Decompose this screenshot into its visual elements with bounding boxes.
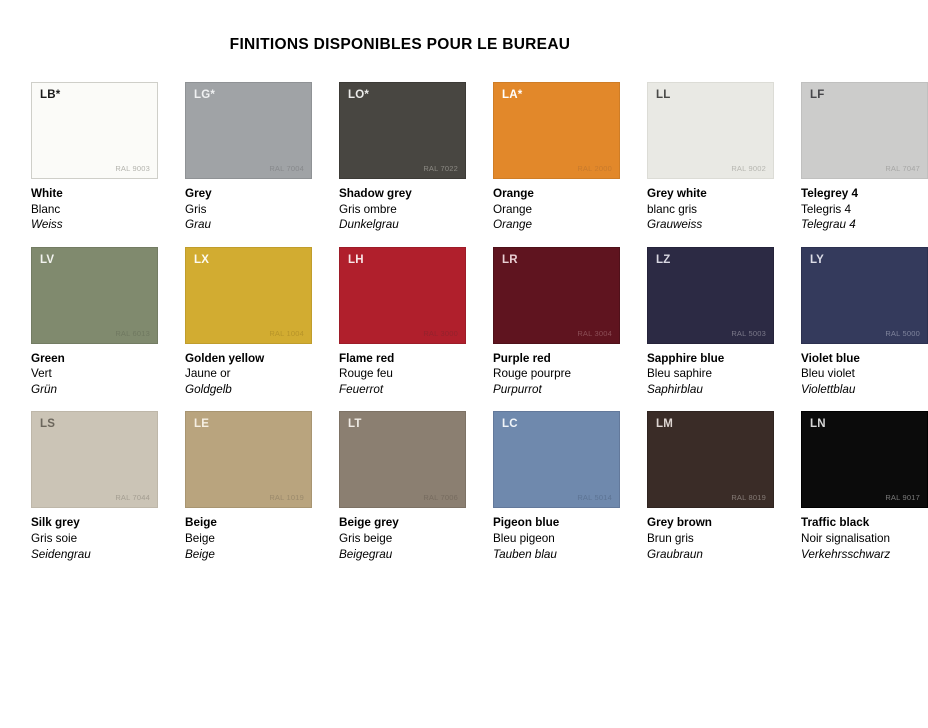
swatch-names — [185, 344, 312, 398]
swatch-name-en: Beige grey — [339, 516, 399, 530]
color-swatch[interactable] — [31, 247, 158, 344]
swatch-name-fr: Vert — [31, 367, 52, 381]
swatch-cell[interactable] — [185, 247, 312, 398]
page-title: FINITIONS DISPONIBLES POUR LE BUREAU — [229, 36, 571, 53]
color-swatch[interactable] — [647, 411, 774, 508]
swatch-cell[interactable] — [493, 247, 620, 398]
swatch-name-de: Tauben blau — [493, 547, 557, 561]
swatch-name-en: Grey — [185, 187, 212, 200]
color-swatch[interactable] — [31, 82, 158, 179]
swatch-ral-code: RAL 1019 — [269, 493, 304, 503]
swatch-cell[interactable] — [31, 82, 158, 233]
swatch-cell[interactable] — [339, 411, 466, 562]
swatch-ral-code: RAL 7006 — [423, 493, 458, 503]
swatch-ral-code: RAL 1004 — [269, 328, 304, 338]
swatch-name-fr: Telegris 4 — [801, 202, 852, 216]
swatch-name-de: Seidengrau — [31, 547, 91, 561]
color-swatch[interactable] — [801, 82, 928, 179]
swatch-ral-code: RAL 7004 — [269, 164, 304, 173]
color-swatch[interactable] — [647, 82, 774, 179]
swatch-names — [801, 508, 928, 562]
swatch-name-en: Flame red — [339, 351, 395, 365]
swatch-name-de: Purpurrot — [493, 382, 542, 396]
swatch-cell[interactable] — [31, 247, 158, 398]
color-swatch[interactable] — [31, 411, 158, 508]
swatch-ral-code: RAL 5003 — [731, 328, 766, 338]
swatch-name-en: White — [31, 187, 63, 200]
color-swatch[interactable] — [801, 411, 928, 508]
swatch-name-fr: Blanc — [31, 202, 61, 216]
swatch-name-de: Orange — [493, 218, 532, 232]
swatch-cell[interactable] — [339, 247, 466, 398]
swatch-name-en: Grey brown — [647, 516, 712, 530]
swatch-names — [801, 344, 928, 398]
swatch-cell[interactable] — [647, 247, 774, 398]
swatch-name-fr: Rouge feu — [339, 367, 393, 381]
swatch-name-de: Beigegrau — [339, 547, 393, 561]
swatch-names — [339, 179, 466, 233]
color-swatch[interactable] — [493, 82, 620, 179]
color-swatch[interactable] — [185, 247, 312, 344]
swatch-name-en: Golden yellow — [185, 351, 265, 365]
swatch-name-fr: Gris ombre — [339, 202, 397, 216]
swatch-code: LB* — [40, 89, 61, 101]
finish-chart-page — [0, 36, 920, 728]
swatch-name-de: Weiss — [31, 218, 63, 232]
color-swatch[interactable] — [339, 411, 466, 508]
swatch-code: LM — [656, 418, 674, 431]
swatch-code: LG* — [194, 89, 216, 101]
swatch-ral-code: RAL 9003 — [115, 164, 150, 173]
swatch-name-en: Orange — [493, 187, 534, 200]
swatch-name-fr: Bleu violet — [801, 367, 855, 381]
swatch-name-de: Grau — [185, 218, 211, 232]
swatch-names — [185, 508, 312, 562]
color-swatch[interactable] — [339, 82, 466, 179]
swatch-name-fr: Brun gris — [647, 531, 694, 545]
swatch-name-en: Shadow grey — [339, 187, 412, 200]
swatch-ral-code: RAL 8019 — [731, 493, 766, 503]
swatch-names — [185, 179, 312, 233]
swatch-code: LA* — [502, 89, 523, 101]
swatch-names — [801, 179, 928, 233]
swatch-code: LF — [810, 89, 825, 101]
swatch-cell[interactable] — [647, 411, 774, 562]
swatch-code: LT — [348, 418, 362, 431]
swatch-name-de: Graubraun — [647, 547, 703, 561]
swatch-code: LH — [348, 253, 364, 266]
swatch-name-de: Feuerrot — [339, 382, 384, 396]
swatch-cell[interactable] — [185, 82, 312, 233]
swatch-names — [339, 344, 466, 398]
swatch-names — [493, 508, 620, 562]
swatch-code: LO* — [348, 89, 370, 101]
swatch-name-de: Beige — [185, 547, 215, 561]
swatch-name-en: Green — [31, 351, 65, 365]
color-swatch[interactable] — [493, 411, 620, 508]
color-swatch[interactable] — [185, 82, 312, 179]
swatch-cell[interactable] — [801, 411, 928, 562]
swatch-name-de: Dunkelgrau — [339, 218, 399, 232]
swatch-code: LY — [810, 253, 825, 266]
swatch-name-en: Beige — [185, 516, 217, 530]
swatch-name-en: Purple red — [493, 351, 551, 365]
swatch-name-en: Traffic black — [801, 516, 870, 530]
swatch-name-fr: Bleu saphire — [647, 367, 712, 381]
swatch-names — [493, 344, 620, 398]
swatch-cell[interactable] — [339, 82, 466, 233]
color-swatch[interactable] — [339, 247, 466, 344]
swatch-name-fr: Rouge pourpre — [493, 367, 571, 381]
swatch-names — [493, 179, 620, 233]
swatch-ral-code: RAL 7022 — [423, 164, 458, 173]
color-swatch[interactable] — [185, 411, 312, 508]
swatch-ral-code: RAL 3004 — [577, 328, 612, 338]
swatch-cell[interactable] — [31, 411, 158, 562]
swatch-name-en: Telegrey 4 — [801, 187, 858, 200]
swatch-name-de: Saphirblau — [647, 382, 703, 396]
swatch-code: LZ — [656, 253, 671, 266]
color-swatch[interactable] — [493, 247, 620, 344]
swatch-ral-code: RAL 9002 — [731, 164, 766, 173]
swatch-name-fr: Orange — [493, 202, 532, 216]
swatch-name-en: Grey white — [647, 187, 707, 200]
swatch-ral-code: RAL 5000 — [885, 328, 920, 338]
swatch-code: LV — [40, 253, 55, 266]
swatch-code: LE — [194, 418, 210, 431]
swatch-name-en: Pigeon blue — [493, 516, 560, 530]
swatch-names — [31, 508, 158, 562]
swatch-ral-code: RAL 7047 — [885, 164, 920, 173]
swatch-cell[interactable] — [185, 411, 312, 562]
swatch-ral-code: RAL 2000 — [577, 164, 612, 173]
swatch-names — [647, 508, 774, 562]
swatch-ral-code: RAL 6013 — [115, 328, 150, 338]
swatch-cell[interactable] — [801, 82, 928, 233]
swatch-name-de: Violettblau — [801, 382, 856, 396]
color-swatch[interactable] — [801, 247, 928, 344]
swatch-code: LN — [810, 418, 826, 431]
swatch-names — [339, 508, 466, 562]
swatch-name-fr: Bleu pigeon — [493, 531, 555, 545]
swatch-name-de: Grün — [31, 382, 57, 396]
swatch-code: LC — [502, 418, 518, 431]
swatch-name-fr: Noir signalisation — [801, 531, 890, 545]
swatch-names — [31, 179, 158, 233]
swatch-ral-code: RAL 5014 — [577, 493, 612, 503]
swatch-cell[interactable] — [493, 82, 620, 233]
swatch-name-fr: Jaune or — [185, 367, 231, 381]
swatch-name-de: Goldgelb — [185, 382, 232, 396]
swatch-name-en: Sapphire blue — [647, 351, 725, 365]
swatch-grid — [0, 82, 920, 562]
swatch-cell[interactable] — [493, 411, 620, 562]
swatch-ral-code: RAL 9017 — [885, 493, 920, 503]
swatch-name-fr: Beige — [185, 531, 215, 545]
swatch-code: LL — [656, 89, 671, 101]
swatch-code: LR — [502, 253, 518, 266]
swatch-name-de: Grauweiss — [647, 218, 703, 232]
swatch-ral-code: RAL 7044 — [115, 493, 150, 503]
swatch-name-fr: Gris soie — [31, 531, 78, 545]
swatch-code: LX — [194, 253, 210, 266]
swatch-name-en: Silk grey — [31, 516, 80, 530]
swatch-cell[interactable] — [801, 247, 928, 398]
swatch-name-fr: blanc gris — [647, 202, 698, 216]
swatch-names — [31, 344, 158, 398]
swatch-cell[interactable] — [647, 82, 774, 233]
swatch-name-en: Violet blue — [801, 351, 860, 365]
swatch-names — [647, 179, 774, 233]
swatch-name-fr: Gris beige — [339, 531, 393, 545]
swatch-name-de: Verkehrsschwarz — [801, 547, 891, 561]
swatch-code: LS — [40, 418, 56, 431]
swatch-name-de: Telegrau 4 — [801, 218, 856, 232]
swatch-name-fr: Gris — [185, 202, 207, 216]
swatch-ral-code: RAL 3000 — [423, 328, 458, 338]
color-swatch[interactable] — [647, 247, 774, 344]
swatch-names — [647, 344, 774, 398]
